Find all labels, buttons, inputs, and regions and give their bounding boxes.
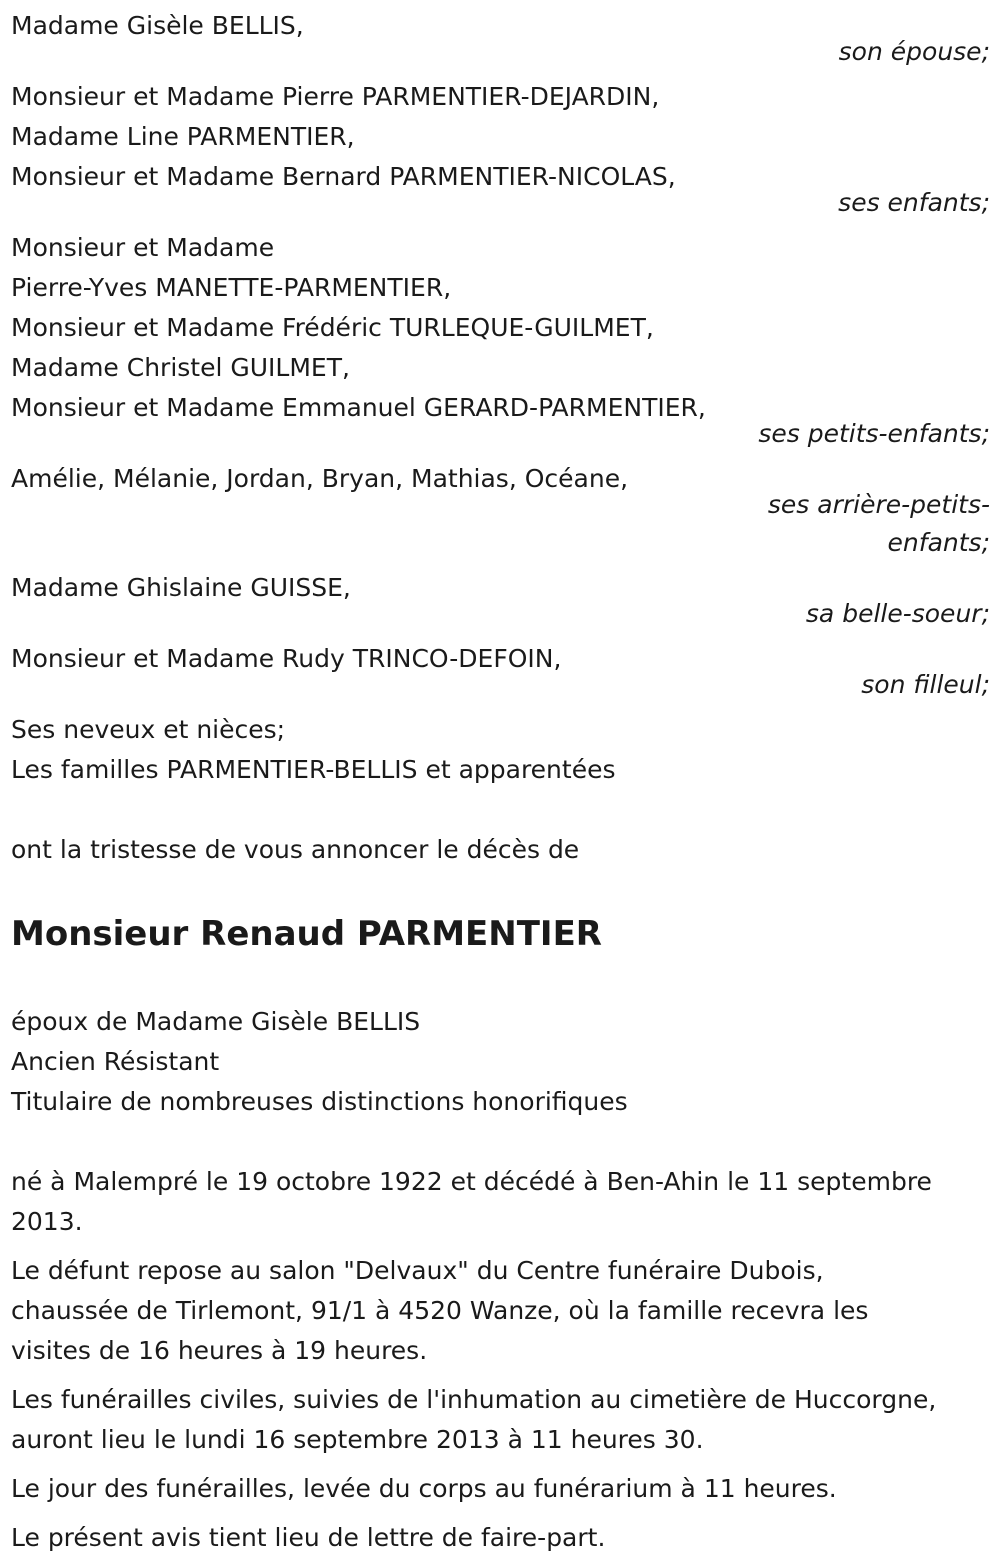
paragraph-line: 2013. bbox=[11, 1207, 83, 1236]
other-relatives-line: Ses neveux et nièces; bbox=[11, 715, 286, 744]
family-name-line: Amélie, Mélanie, Jordan, Bryan, Mathias, Océane, bbox=[11, 464, 629, 493]
bio-line: Titulaire de nombreuses distinctions honorifiques bbox=[11, 1087, 628, 1116]
notice-paragraph bbox=[11, 1518, 990, 1558]
paragraph-line: visites de 16 heures à 19 heures. bbox=[11, 1336, 428, 1365]
deceased-bio bbox=[11, 1002, 990, 1122]
family-group-great-grandchildren bbox=[11, 459, 990, 562]
paragraph-line: Le présent avis tient lieu de lettre de faire-part. bbox=[11, 1523, 606, 1552]
family-name-line: Monsieur et Madame Rudy TRINCO-DEFOIN, bbox=[11, 644, 562, 673]
family-name-line: Monsieur et Madame Frédéric TURLEQUE-GUILMET, bbox=[11, 313, 654, 342]
paragraph-line: Les funérailles civiles, suivies de l'inhumation au cimetière de Huccorgne, bbox=[11, 1385, 937, 1414]
relation-line: ses enfants; bbox=[838, 188, 990, 217]
relation-line: ses arrière-petits- bbox=[767, 490, 990, 519]
family-name-line: Madame Christel GUILMET, bbox=[11, 353, 350, 382]
paragraph-line: Le jour des funérailles, levée du corps au funérarium à 11 heures. bbox=[11, 1474, 837, 1503]
family-name-line: Madame Ghislaine GUISSE, bbox=[11, 573, 351, 602]
family-name-line: Pierre-Yves MANETTE-PARMENTIER, bbox=[11, 273, 452, 302]
deceased-name: Monsieur Renaud PARMENTIER bbox=[11, 914, 602, 954]
bio-line: Ancien Résistant bbox=[11, 1047, 220, 1076]
other-relatives bbox=[11, 710, 990, 790]
family-name-line: Monsieur et Madame Pierre PARMENTIER-DEJARDIN, bbox=[11, 82, 660, 111]
family-name-line: Monsieur et Madame Bernard PARMENTIER-NICOLAS, bbox=[11, 162, 676, 191]
paragraph-line: Le défunt repose au salon "Delvaux" du Centre funéraire Dubois, bbox=[11, 1256, 824, 1285]
family-group-godson bbox=[11, 639, 990, 704]
relation-line: son filleul; bbox=[861, 670, 990, 699]
family-name-line: Madame Line PARMENTIER, bbox=[11, 122, 355, 151]
family-group-children bbox=[11, 77, 990, 222]
paragraph-line: né à Malempré le 19 octobre 1922 et décédé à Ben-Ahin le 11 septembre bbox=[11, 1167, 932, 1196]
family-name-line: Monsieur et Madame Emmanuel GERARD-PARMENTIER, bbox=[11, 393, 706, 422]
relation-line: son épouse; bbox=[838, 37, 990, 66]
family-group-grandchildren bbox=[11, 228, 990, 453]
family-name-line: Madame Gisèle BELLIS, bbox=[11, 11, 304, 40]
other-relatives-line: Les familles PARMENTIER-BELLIS et apparentées bbox=[11, 755, 616, 784]
announcement-text: ont la tristesse de vous annoncer le décès de bbox=[11, 835, 580, 864]
family-group-spouse bbox=[11, 6, 990, 71]
visitation-paragraph bbox=[11, 1251, 990, 1371]
paragraph-line: auront lieu le lundi 16 septembre 2013 à 11 heures 30. bbox=[11, 1425, 704, 1454]
bio-line: époux de Madame Gisèle BELLIS bbox=[11, 1007, 421, 1036]
family-group-sister-in-law bbox=[11, 568, 990, 633]
family-name-line: Monsieur et Madame bbox=[11, 233, 275, 262]
funeral-paragraph bbox=[11, 1380, 990, 1460]
procession-paragraph bbox=[11, 1469, 990, 1509]
relation-line: enfants; bbox=[887, 528, 990, 557]
relation-line: ses petits-enfants; bbox=[758, 419, 990, 448]
relation-line: sa belle-soeur; bbox=[805, 599, 990, 628]
birth-death-paragraph bbox=[11, 1162, 990, 1242]
paragraph-line: chaussée de Tirlemont, 91/1 à 4520 Wanze, où la famille recevra les bbox=[11, 1296, 869, 1325]
